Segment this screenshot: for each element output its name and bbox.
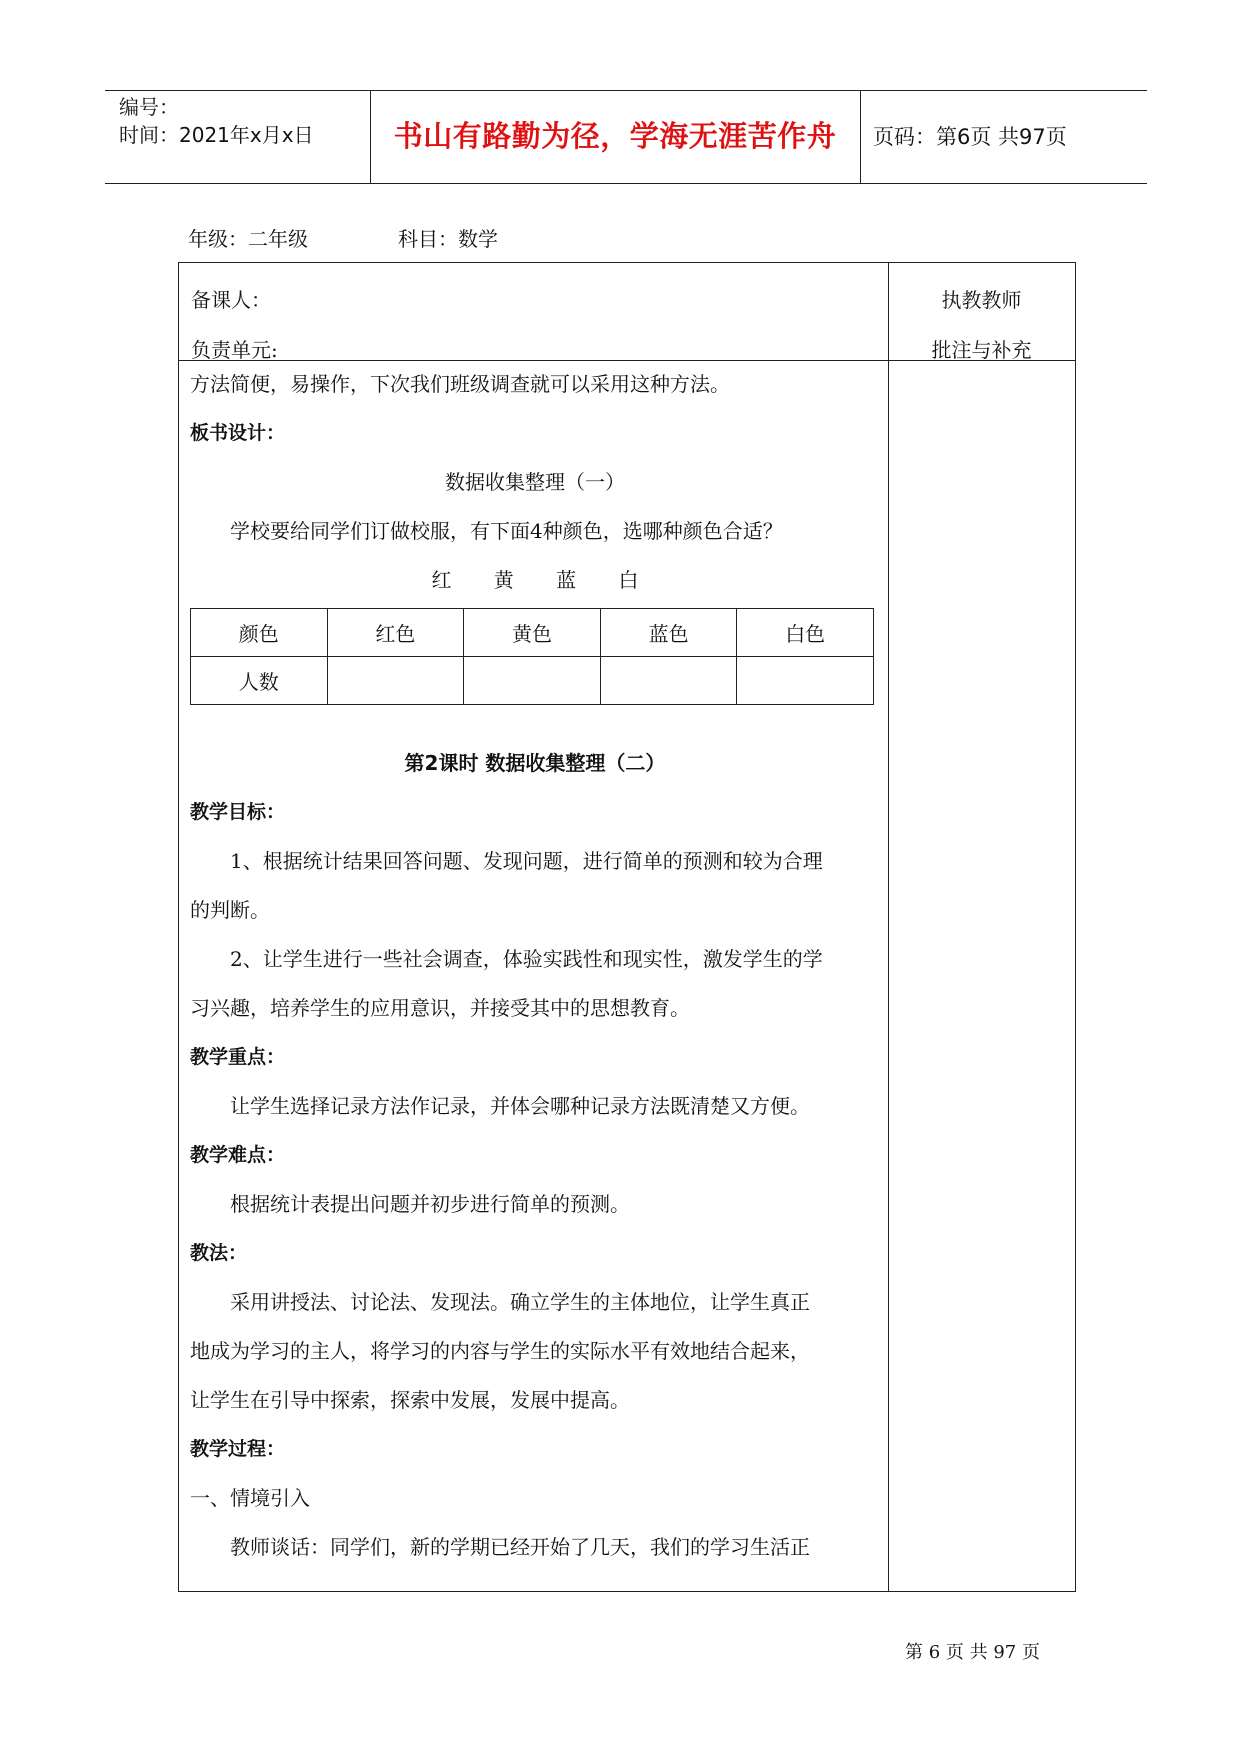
process-heading: 教学过程： <box>190 1438 286 1460</box>
notes-header-cell <box>888 275 1075 375</box>
key-heading: 教学重点： <box>190 1046 286 1068</box>
section-heading: 一、情境引入 <box>190 1486 310 1510</box>
header-divider-right <box>860 90 861 184</box>
table-cell <box>464 657 601 705</box>
table-cell <box>327 657 464 705</box>
lesson-title: 第2课时 数据收集整理（二） <box>404 751 666 775</box>
motto: 书山有路勤为径，学海无涯苦作舟 <box>393 119 837 153</box>
teacher-talk: 教师谈话：同学们，新的学期已经开始了几天，我们的学习生活正 <box>230 1535 810 1559</box>
page-footer: 第 6 页 共 97 页 <box>905 1642 1040 1663</box>
number-label: 编号： <box>119 95 179 119</box>
table-cell <box>600 657 737 705</box>
header-page-info: 页码：第6页 共97页 <box>873 125 1067 149</box>
notes-label: 批注与补充 <box>931 338 1032 362</box>
goal-1-cont: 的判断。 <box>190 898 270 922</box>
difficulty-text: 根据统计表提出问题并初步进行简单的预测。 <box>230 1192 630 1216</box>
preparer-label: 备课人： <box>191 288 271 312</box>
goal-2: 2、让学生进行一些社会调查，体验实践性和现实性，激发学生的学 <box>230 947 823 971</box>
table-row <box>191 609 874 657</box>
key-text: 让学生选择记录方法作记录，并体会哪种记录方法既清楚又方便。 <box>230 1094 810 1118</box>
table-cell <box>737 657 874 705</box>
board-title: 数据收集整理（一） <box>445 470 625 494</box>
lesson-table <box>178 262 1076 1592</box>
goals-heading: 教学目标： <box>190 801 286 823</box>
table-cell: 红色 <box>327 609 464 657</box>
header-info <box>119 93 314 149</box>
table-cell: 蓝色 <box>600 609 737 657</box>
color-survey-table <box>190 608 874 705</box>
board-question: 学校要给同学们订做校服，有下面4种颜色，选哪种颜色合适？ <box>230 519 783 543</box>
time-label: 时间：2021年x月x日 <box>119 123 314 147</box>
table-cell: 颜色 <box>191 609 328 657</box>
board-heading: 板书设计： <box>190 422 286 444</box>
method-text: 采用讲授法、讨论法、发现法。确立学生的主体地位，让学生真正 <box>230 1290 810 1314</box>
subject-label: 科目：数学 <box>398 227 498 251</box>
unit-label: 负责单元: <box>191 338 278 362</box>
goal-1: 1、根据统计结果回答问题、发现问题，进行简单的预测和较为合理 <box>230 849 823 873</box>
header-top-rule <box>105 90 1147 91</box>
grade-label: 年级：二年级 <box>188 227 308 251</box>
lesson-content <box>190 360 880 1572</box>
method-text-cont: 地成为学习的主人，将学习的内容与学生的实际水平有效地结合起来， <box>190 1339 810 1363</box>
table-cell: 黄色 <box>464 609 601 657</box>
paragraph: 方法简便，易操作，下次我们班级调查就可以采用这种方法。 <box>190 372 730 396</box>
table-row <box>191 657 874 705</box>
header-bottom-rule <box>105 183 1147 184</box>
board-colors: 红 黄 蓝 白 <box>431 568 639 592</box>
method-heading: 教法： <box>190 1242 248 1264</box>
goal-2-cont: 习兴趣，培养学生的应用意识，并接受其中的思想教育。 <box>190 996 690 1020</box>
page-header <box>105 90 1147 184</box>
teacher-label: 执教教师 <box>941 288 1022 312</box>
table-cell: 人数 <box>191 657 328 705</box>
difficulty-heading: 教学难点： <box>190 1144 286 1166</box>
column-divider <box>888 263 889 1591</box>
method-text-cont: 让学生在引导中探索，探索中发展，发展中提高。 <box>190 1388 630 1412</box>
table-cell: 白色 <box>737 609 874 657</box>
